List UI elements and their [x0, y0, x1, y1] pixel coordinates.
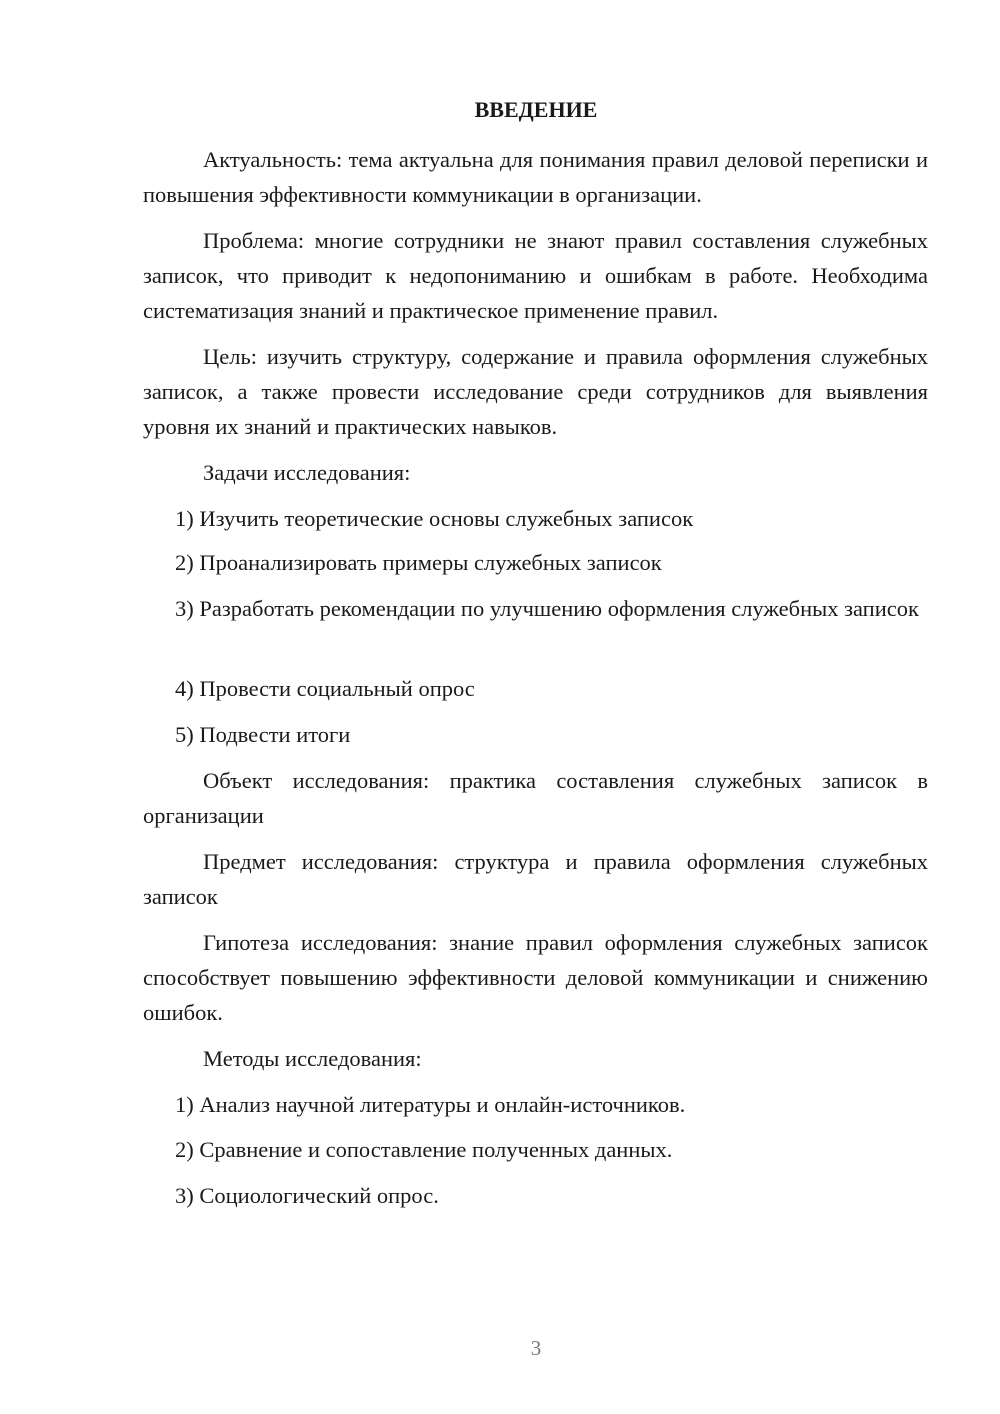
task-item: 2) Проанализировать примеры служебных записок — [175, 550, 662, 575]
method-item: 2) Сравнение и сопоставление полученных данных. — [175, 1137, 673, 1162]
page-number: 3 — [530, 1336, 542, 1360]
method-item: 1) Анализ научной литературы и онлайн-источников. — [175, 1092, 686, 1117]
task-item: 3) Разработать рекомендации по улучшению оформления служебных записок — [175, 596, 919, 621]
hypothesis-paragraph: Гипотеза исследования: знание правил оформления служебных записок способствует повышению эффективности деловой коммуникации и снижению ошибок. — [143, 930, 928, 1025]
task-item: 4) Провести социальный опрос — [175, 676, 475, 701]
methods-title: Методы исследования: — [203, 1046, 422, 1071]
subject-paragraph: Предмет исследования: структура и правила оформления служебных записок — [143, 849, 928, 909]
task-item: 5) Подвести итоги — [175, 722, 351, 747]
task-item: 1) Изучить теоретические основы служебных записок — [175, 506, 694, 531]
method-item: 3) Социологический опрос. — [175, 1183, 439, 1208]
object-paragraph: Объект исследования: практика составления служебных записок в организации — [143, 768, 928, 828]
section-heading: ВВЕДЕНИЕ — [474, 97, 598, 122]
tasks-title: Задачи исследования: — [203, 460, 411, 485]
relevance-paragraph: Актуальность: тема актуальна для понимания правил деловой переписки и повышения эффективности коммуникации в организации. — [143, 147, 928, 207]
goal-paragraph: Цель: изучить структуру, содержание и правила оформления служебных записок, а также провести исследование среди сотрудников для выявления уровня их знаний и практических навыков. — [143, 344, 928, 439]
problem-paragraph: Проблема: многие сотрудники не знают правил составления служебных записок, что приводит к недопониманию и ошибкам в работе. Необходима систематизация знаний и практическое применение правил. — [143, 228, 928, 323]
